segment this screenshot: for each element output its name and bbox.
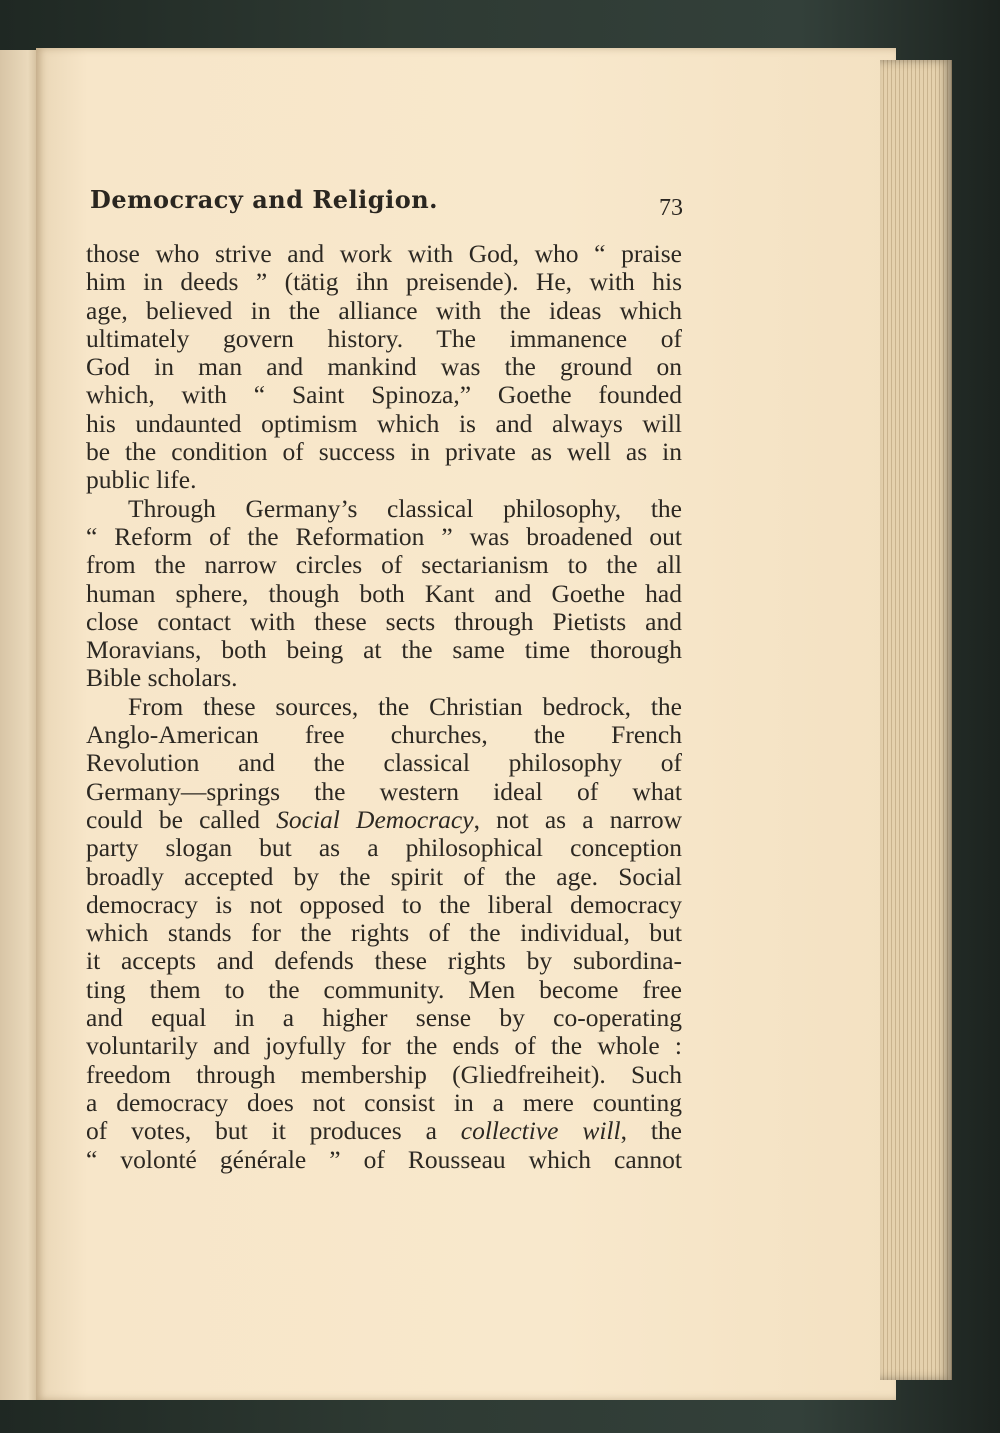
text-line: Through Germany’s classical philosophy, the	[128, 493, 682, 523]
text-line: age, believed in the alliance with the ideas which	[86, 295, 682, 325]
text-line	[86, 1117, 682, 1145]
text-fragment: of votes, but it produces a	[86, 1116, 461, 1146]
text-line: be the condition of success in private as well as in	[86, 437, 682, 467]
text-line: broadly accepted by the spirit of the age. Social	[86, 861, 682, 891]
text-line: a democracy does not consist in a mere counting	[86, 1087, 682, 1117]
text-line: freedom through membership (Gliedfreiheit). Such	[86, 1059, 682, 1089]
text-line: “ volonté générale ” of Rousseau which cannot	[86, 1144, 682, 1174]
text-line: ting them to the community. Men become free	[86, 974, 682, 1004]
text-line: Bible scholars.	[86, 663, 238, 693]
text-line: From these sources, the Christian bedrock, the	[128, 691, 682, 721]
text-line: democracy is not opposed to the liberal democracy	[86, 889, 682, 919]
text-line: which, with “ Saint Spinoza,” Goethe founded	[86, 380, 682, 410]
text-line: those who strive and work with God, who “ praise	[86, 239, 682, 268]
text-line: God in man and mankind was the ground on	[86, 352, 682, 382]
text-fragment: , the	[620, 1116, 682, 1146]
text-line: Moravians, both being at the same time thorough	[86, 635, 682, 665]
text-line: him in deeds ” (tätig ihn preisende). He, with his	[86, 267, 682, 297]
body-text	[86, 240, 682, 1174]
text-line: public life.	[86, 465, 197, 495]
italic-phrase: collective will	[460, 1116, 621, 1146]
page-edges	[880, 60, 952, 1380]
text-fragment: , not as a narrow	[473, 804, 682, 834]
text-line: Anglo-American free churches, the French	[86, 720, 682, 750]
text-line: close contact with these sects through Pietists and	[86, 606, 682, 636]
text-fragment: could be called	[86, 804, 277, 834]
text-line: and equal in a higher sense by co-operating	[86, 1003, 682, 1033]
page-header	[90, 185, 685, 225]
text-line: his undaunted optimism which is and always will	[86, 408, 682, 438]
text-line: Germany—springs the western ideal of what	[86, 776, 682, 806]
page-number: 73	[659, 195, 683, 221]
text-line: ultimately govern history. The immanence of	[86, 323, 682, 353]
text-line: from the narrow circles of sectarianism to the all	[86, 550, 682, 580]
text-line	[86, 806, 682, 834]
text-line: human sphere, though both Kant and Goethe had	[86, 578, 682, 608]
italic-phrase: Social Democracy	[276, 804, 474, 834]
text-line: party slogan but as a philosophical conception	[86, 833, 682, 863]
text-line: “ Reform of the Reformation ” was broadened out	[86, 521, 682, 551]
text-line: Revolution and the classical philosophy of	[86, 748, 682, 778]
running-head: Democracy and Religion.	[90, 185, 439, 214]
text-line: which stands for the rights of the individual, but	[86, 918, 682, 948]
text-line: it accepts and defends these rights by subordina-	[86, 946, 682, 976]
text-line: voluntarily and joyfully for the ends of the whole :	[86, 1031, 682, 1061]
facing-page-edge	[0, 50, 40, 1400]
